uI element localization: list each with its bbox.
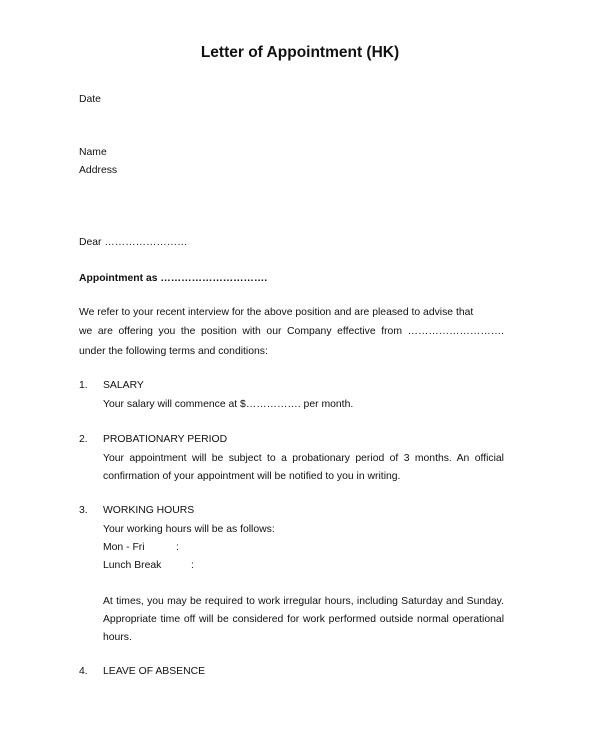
section-number: 3. (79, 505, 88, 516)
address-label: Address (79, 165, 118, 176)
section-number: 2. (79, 434, 88, 445)
section-number: 4. (79, 666, 88, 677)
section-title-probation: PROBATIONARY PERIOD (103, 434, 228, 445)
irregular-hours-text-1: At times, you may be required to work irregular hours, including Saturday and Sunday. (103, 596, 504, 607)
intro-line-2: we are offering you the position with our Company effective from ………………………. (79, 326, 504, 337)
intro-line-3: under the following terms and conditions: (79, 346, 268, 357)
appointment-line: Appointment as …………………………. (79, 273, 268, 284)
hours-label-mon-fri: Mon - Fri (103, 542, 145, 553)
section-title-leave: LEAVE OF ABSENCE (103, 666, 206, 677)
working-hours-text: Your working hours will be as follows: (103, 524, 275, 535)
section-title-salary: SALARY (103, 380, 144, 391)
intro-line-1: We refer to your recent interview for the above position and are pleased to advise that (79, 307, 474, 318)
date-label: Date (79, 94, 101, 105)
probation-text-2: confirmation of your appointment will be notified to you in writing. (103, 471, 401, 482)
irregular-hours-text-2: Appropriate time off will be considered for work performed outside normal operational (103, 614, 504, 625)
hours-separator: : (191, 560, 194, 571)
irregular-hours-text-3: hours. (103, 632, 132, 643)
probation-text-1: Your appointment will be subject to a probationary period of 3 months. An official (103, 453, 504, 464)
name-label: Name (79, 147, 107, 158)
salutation-line: Dear …………………… (79, 237, 188, 248)
salary-text: Your salary will commence at $……………. per month. (103, 399, 354, 410)
hours-separator: : (176, 542, 179, 553)
hours-label-lunch: Lunch Break (103, 560, 162, 571)
letter-title: Letter of Appointment (HK) (200, 44, 400, 61)
section-title-working-hours: WORKING HOURS (103, 505, 195, 516)
section-number: 1. (79, 380, 88, 391)
